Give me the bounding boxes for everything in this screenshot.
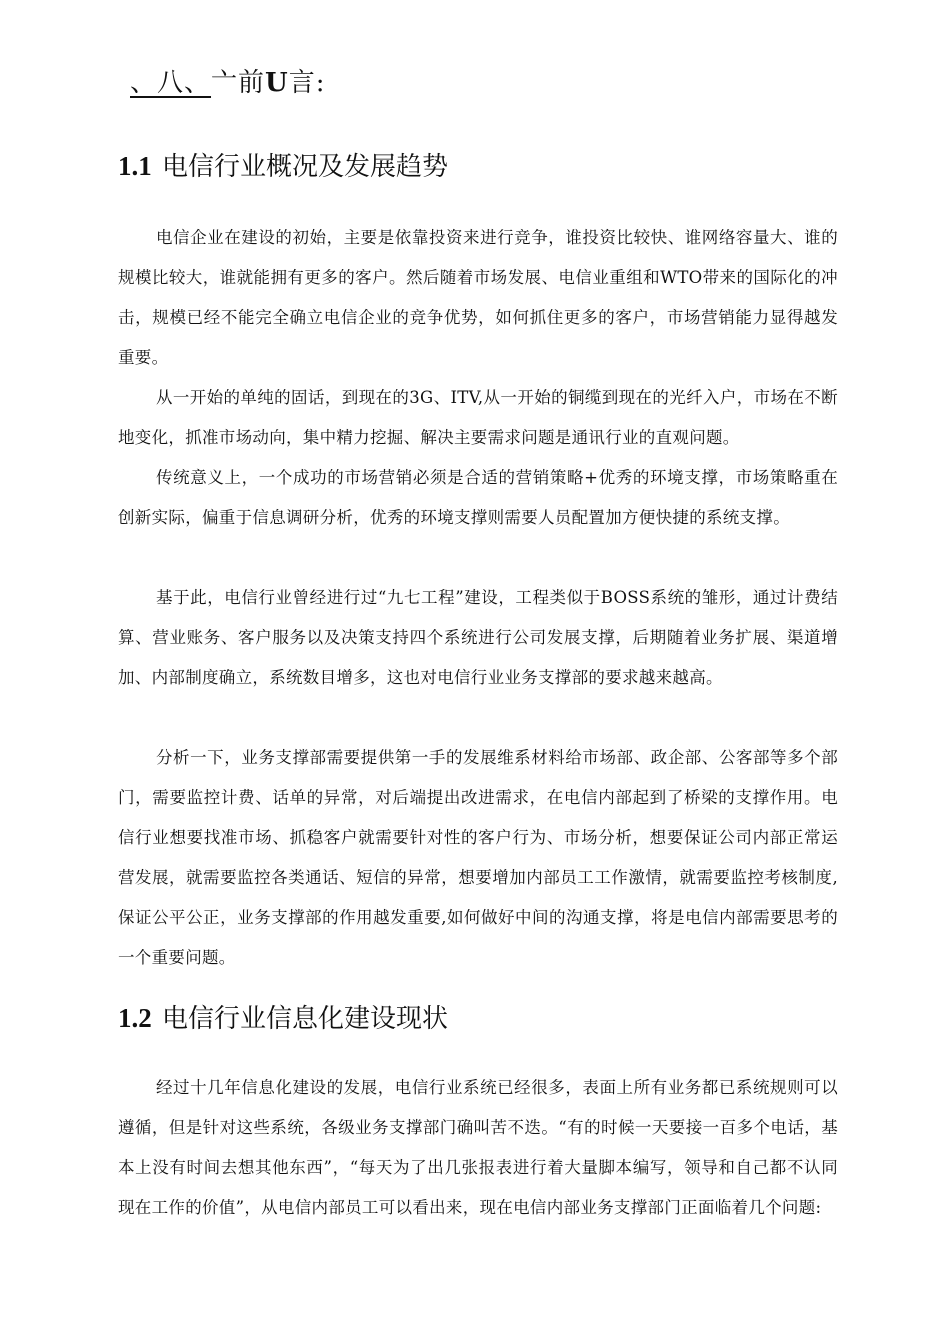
title-fragment-3: U [265, 68, 289, 98]
section-number: 1.1 [118, 151, 152, 181]
section-number: 1.2 [118, 1003, 152, 1033]
paragraph: 基于此，电信行业曾经进行过“九七工程”建设，工程类似于BOSS系统的雏形，通过计费结算、营业账务、客户服务以及决策支持四个系统进行公司发展支撑，后期随着业务扩展、渠道增加、内部制度确立，系统数目增多，这也对电信行业业务支撑部的要求越来越高。 [118, 588, 838, 687]
section-heading-1-1 [118, 146, 448, 183]
paragraph: 经过十几年信息化建设的发展，电信行业系统已经很多，表面上所有业务都已系统规则可以遵循，但是针对这些系统，各级业务支撑部门确叫苦不迭。“有的时候一天要接一百多个电话，基本上没有时间去想其他东西”，“每天为了出几张报表进行着大量脚本编写，领导和自己都不认同现在工作的价值”，从电信内部员工可以看出来，现在电信内部业务支撑部门正面临着几个问题: [118, 1078, 838, 1217]
title-fragment-1: 、八、 [130, 68, 212, 98]
title-fragment-2: 亠前 [211, 68, 266, 98]
paragraph: 传统意义上，一个成功的市场营销必须是合适的营销策略+优秀的环境支撑，市场策略重在创新实际，偏重于信息调研分析，优秀的环境支撑则需要人员配置加方便快捷的系统支撑。 [118, 468, 838, 527]
section-title: 电信行业信息化建设现状 [162, 1004, 449, 1034]
document-title [130, 62, 325, 99]
section-heading-1-2 [118, 998, 448, 1035]
title-fragment-4: 言: [288, 68, 326, 98]
paragraph: 分析一下，业务支撑部需要提供第一手的发展维系材料给市场部、政企部、公客部等多个部门，需要监控计费、话单的异常，对后端提出改进需求，在电信内部起到了桥梁的支撑作用。电信行业想要找准市场、抓稳客户就需要针对性的客户行为、市场分析，想要保证公司内部正常运营发展，就需要监控各类通话、短信的异常，想要增加内部员工工作激情，就需要监控考核制度,保证公平公正，业务支撑部的作用越发重要,如何做好中间的沟通支撑，将是电信内部需要思考的一个重要问题。 [118, 748, 838, 967]
paragraph: 电信企业在建设的初始，主要是依靠投资来进行竞争，谁投资比较快、谁网络容量大、谁的规模比较大，谁就能拥有更多的客户。然后随着市场发展、电信业重组和WTO带来的国际化的冲击，规模已经不能完全确立电信企业的竞争优势，如何抓住更多的客户，市场营销能力显得越发重要。 [118, 228, 838, 367]
paragraph: 从一开始的单纯的固话，到现在的3G、ITV,从一开始的铜缆到现在的光纤入户，市场在不断地变化，抓准市场动向，集中精力挖掘、解决主要需求问题是通讯行业的直观问题。 [118, 388, 838, 447]
section-title: 电信行业概况及发展趋势 [162, 152, 449, 182]
